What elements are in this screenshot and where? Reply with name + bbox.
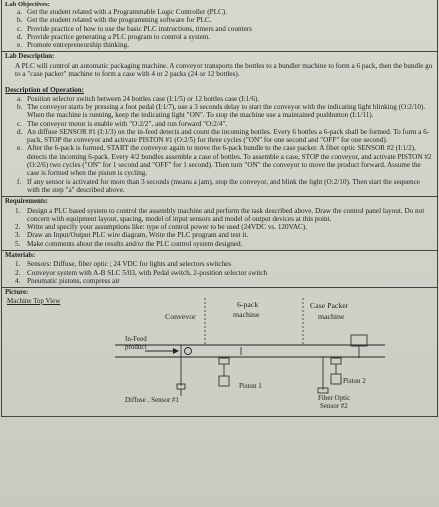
operation-step-marker: d. bbox=[17, 127, 23, 136]
operation-heading: Description of Operation: bbox=[5, 86, 85, 95]
requirements-heading: Requirements: bbox=[5, 198, 48, 206]
operation-step-text: The conveyor starts by pressing a foot pedal (I:1/7), use a 3 seconds delay to start the conveyor with the indicating light blinking (O:2/10). When the machine is running, keep the indicating light "ON". To stop the machine use a maintained pushbutton (I:1/11). bbox=[27, 102, 426, 120]
materials-section bbox=[1, 251, 438, 288]
operation-step bbox=[17, 144, 434, 178]
material-item-text: Conveyor system with A-B SLC 5/03, with Pedal switch, 2-position selector switch bbox=[27, 268, 268, 277]
operation-step-marker: e. bbox=[17, 144, 22, 153]
label-fiber-1: Fiber Optic bbox=[318, 393, 351, 402]
piston1-head bbox=[219, 358, 229, 364]
operation-step-marker: c. bbox=[17, 119, 22, 128]
requirement-item bbox=[15, 239, 434, 248]
description-section bbox=[1, 52, 438, 197]
objective-item-marker: c. bbox=[17, 24, 22, 33]
materials-list bbox=[5, 260, 434, 285]
piston2-head bbox=[331, 358, 341, 364]
operation-step-text: If any sensor is activated for more than 3 seconds (means a jam), stop the conveyor, and blink the light (O:2/10). Then start the sequence with the step "a" described above. bbox=[27, 177, 420, 194]
label-conveyor: Convevor bbox=[165, 311, 196, 321]
operation-step-marker: a. bbox=[17, 94, 22, 103]
description-text: A PLC will control an automatic packaging machine. A conveyor transports the bottles to a bundler machine to form a 6 pack, then the bundle go to a "case packer" machine to form a case with 4 or 2 packs (24 or 12 bottles). bbox=[15, 61, 433, 79]
requirement-item-text: Write and specify your assumptions like: type of control power to be used (24VDC vs. 120VAC). bbox=[27, 223, 308, 232]
requirement-item-marker: 3. bbox=[15, 231, 21, 240]
requirement-item bbox=[15, 223, 434, 232]
picture-subheading: Machine Top View bbox=[7, 296, 61, 305]
operation-step-text: After the 6-pack is formed, START the conveyor again to move the 6-pack bundle to the case packer. A fiber optic SENSOR #2 (I:1/2), detects the incoming 6-pack. Every 4/2 bundles assemble a case of bottles. To assemble a case, STOP the conveyor, and activate PISTON #2 (O:2/6) two cycles ("ON" for 1 second and "OFF" for 1 second). Then turn "ON" the conveyor to move the product forward. Assume the case is formed when the piston is cycling. bbox=[27, 144, 432, 178]
label-infeed-1: In-Feed bbox=[125, 334, 147, 343]
label-casepacker-1: Case Packer bbox=[310, 300, 349, 310]
label-infeed-2: product bbox=[125, 342, 147, 351]
material-item bbox=[15, 260, 434, 269]
piston2-cylinder bbox=[331, 374, 341, 384]
operation-step bbox=[17, 177, 434, 195]
machine-diagram bbox=[5, 298, 434, 416]
requirement-item-marker: 1. bbox=[15, 206, 21, 215]
label-piston1: Piston 1 bbox=[239, 381, 262, 390]
objective-item bbox=[17, 41, 434, 50]
objective-item-marker: a. bbox=[17, 8, 22, 16]
requirement-item-text: Draw an Input/Output PLC wire diagram, Write the PLC program and test it. bbox=[27, 231, 249, 240]
requirement-item bbox=[15, 231, 434, 240]
label-casepacker-2: machine bbox=[318, 311, 345, 321]
objective-item-text: Get the student related with a Programmable Logic Controller (PLC). bbox=[27, 8, 228, 16]
requirements-list bbox=[5, 207, 434, 248]
label-sixpack-2: machine bbox=[233, 309, 260, 319]
objectives-list bbox=[5, 8, 434, 49]
requirements-section bbox=[1, 197, 438, 251]
operation-step-marker: f. bbox=[17, 177, 22, 186]
requirement-item-text: Design a PLC based system to control the assembly machine and perform the task described above. Draw the control panel layout. Do not concern with equipment layout, spacing, model of input sensors and model of output devices at this point. bbox=[27, 206, 425, 223]
material-item-text: Sensors: Diffuse, fiber optic ; 24 VDC for lights and selectors switches bbox=[27, 260, 232, 269]
label-sixpack-1: 6-pack bbox=[237, 299, 259, 309]
objective-item-marker: d. bbox=[17, 32, 23, 41]
bottle-circle bbox=[185, 347, 192, 354]
material-item-marker: 4. bbox=[15, 276, 21, 285]
objective-item bbox=[17, 16, 434, 25]
materials-heading: Materials: bbox=[5, 252, 36, 260]
operation-step bbox=[17, 119, 434, 128]
objective-item-marker: b. bbox=[17, 16, 23, 25]
operation-step-marker: b. bbox=[17, 102, 23, 111]
objectives-heading: Lab Objectives: bbox=[5, 1, 50, 8]
objective-item bbox=[17, 8, 434, 16]
description-heading: Lab Description: bbox=[5, 53, 55, 61]
objective-item-marker: e. bbox=[17, 41, 22, 50]
requirement-item-text: Make comments about the results and/or the PLC control system designed. bbox=[27, 239, 243, 248]
material-item-marker: 1. bbox=[15, 260, 21, 269]
objective-item bbox=[17, 24, 434, 33]
objective-item-text: Provide practice of how to use the basic PLC instructions, timers and counters bbox=[27, 24, 252, 33]
picture-heading: Picture: bbox=[5, 289, 29, 297]
requirement-item bbox=[15, 206, 434, 224]
requirement-item-marker: 2. bbox=[15, 223, 21, 232]
objectives-section bbox=[1, 0, 438, 52]
operation-step-text: The conveyor motor is enable with "O:2/2", and run forward "O:2/4". bbox=[27, 119, 228, 128]
material-item-text: Pneumatic pistons, compress air bbox=[27, 276, 120, 285]
label-diffuse-sensor1: Diffuse . Sensor #1 bbox=[125, 395, 179, 404]
material-item-marker: 2. bbox=[15, 268, 21, 277]
label-fiber-2: Sensor #2 bbox=[320, 401, 348, 410]
operation-step bbox=[17, 102, 434, 120]
operation-step-text: Position selector switch between 24 bottles case (I:1/5) or 12 bottles case (I:1/6). bbox=[27, 94, 260, 103]
operation-step bbox=[17, 127, 434, 145]
picture-section bbox=[1, 288, 438, 416]
objective-item-text: Promote entrepreneurship thinking. bbox=[27, 41, 130, 50]
operation-step-text: An diffuse SENSOR #1 (I:1/3) on the in-feed detects and count the incoming bottles. Every 6 bottles a 6-pack shall be formed. To form a 6-pack, STOP the conveyor and activate PISTON #1 (O:2/5) for three cycles ("ON" for one second and "OFF" for one second). bbox=[27, 127, 430, 145]
case-packer-box bbox=[351, 335, 367, 346]
label-piston2: Piston 2 bbox=[343, 376, 366, 385]
material-item bbox=[15, 276, 434, 285]
piston1-cylinder bbox=[219, 376, 229, 386]
machine-top-view-drawing bbox=[5, 298, 435, 416]
material-item bbox=[15, 268, 434, 277]
operation-steps-list bbox=[5, 95, 434, 195]
objective-item-text: Provide practice generating a PLC program to control a system. bbox=[27, 32, 211, 41]
infeed-arrow-head bbox=[173, 348, 179, 354]
objective-item-text: Get the student related with the programming software for PLC. bbox=[27, 16, 212, 25]
requirement-item-marker: 5. bbox=[15, 239, 21, 248]
objective-item bbox=[17, 32, 434, 41]
operation-step bbox=[17, 94, 434, 103]
